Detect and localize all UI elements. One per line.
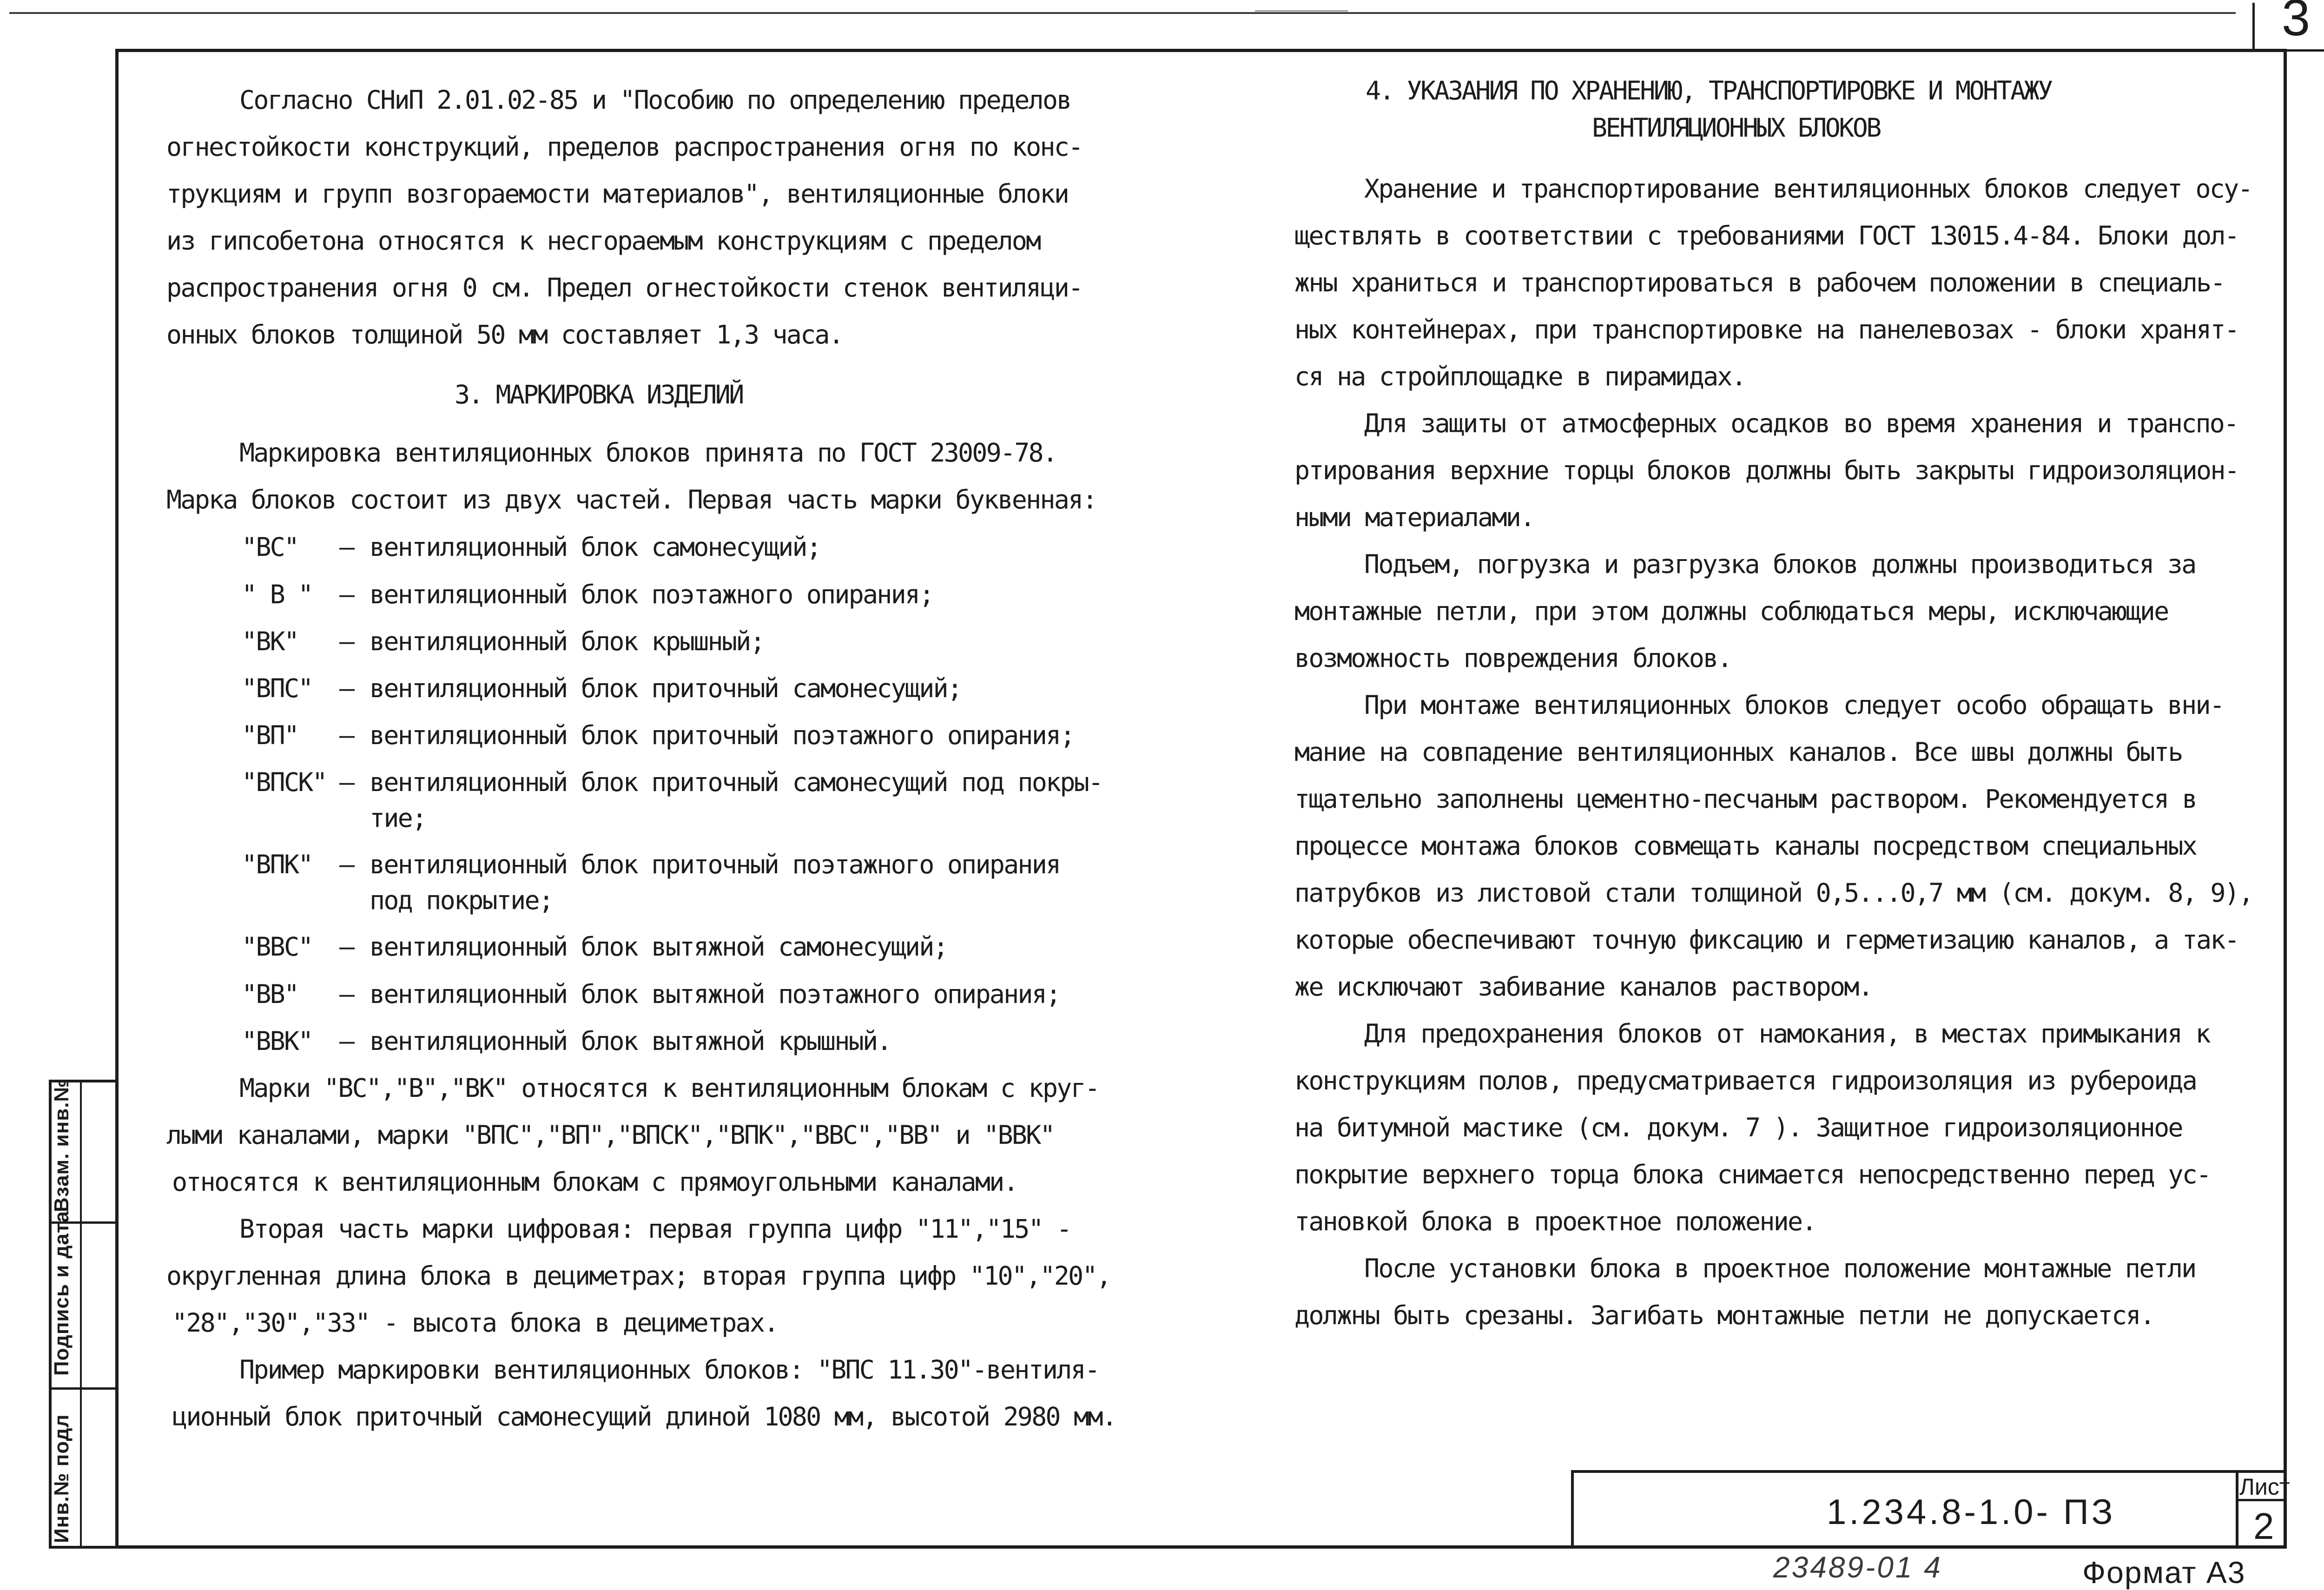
side-strip-divider: [49, 1387, 115, 1390]
mark-dash: –: [339, 627, 355, 656]
closing-text-line: ционный блок приточный самонесущий длиной 1080 мм, высотой 2980 мм.: [172, 1402, 1116, 1432]
body-text-line: патрубков из листовой стали толщиной 0,5...0,7 мм (см. докум. 8, 9),: [1294, 878, 2253, 908]
mark-code: "ВПК": [242, 850, 312, 879]
body-text-line: возможность повреждения блоков.: [1294, 643, 1731, 673]
top-faint-mark: [1255, 10, 1348, 12]
closing-text-line: Вторая часть марки цифровая: первая группа цифр "11","15" -: [239, 1214, 1071, 1244]
body-text-line: Подъем, погрузка и разгрузка блоков должны производиться за: [1364, 549, 2196, 579]
mark-description: вентиляционный блок самонесущий;: [370, 532, 821, 562]
section-4-heading: 4. УКАЗАНИЯ ПО ХРАНЕНИЮ, ТРАНСПОРТИРОВКЕ И МОНТАЖУ: [1366, 76, 2052, 106]
mark-code: "ВПСК": [242, 767, 326, 797]
paper-format: Формат А3: [2082, 1555, 2246, 1590]
marking-text-line: Маркировка вентиляционных блоков принята по ГОСТ 23009-78.: [239, 438, 1057, 468]
mark-description: вентиляционный блок вытяжной крышный.: [370, 1026, 891, 1056]
document-code: 1.234.8-1.0- ПЗ: [1827, 1492, 2116, 1532]
mark-description: вентиляционный блок поэтажного опирания;: [370, 580, 933, 609]
mark-code: "ВК": [242, 627, 298, 656]
closing-text-line: лыми каналами, марки "ВПС","ВП","ВПСК","ВПК","ВВС","ВВ" и "ВВК": [166, 1120, 1054, 1150]
mark-dash: –: [339, 720, 355, 750]
side-strip-label-signature: Подпись и дата: [50, 1211, 73, 1376]
body-text-line: покрытие верхнего торца блока снимается непосредственно перед ус-: [1294, 1160, 2211, 1189]
body-text-line: жны храниться и транспортироваться в рабочем положении в специаль-: [1294, 268, 2225, 297]
mark-description: под покрытие;: [370, 885, 553, 915]
body-text-line: должны быть срезаны. Загибать монтажные петли не допускается.: [1294, 1300, 2154, 1330]
mark-description: тие;: [370, 803, 426, 833]
closing-text-line: Марки "ВС","В","ВК" относятся к вентиляционным блокам с круг-: [239, 1073, 1099, 1103]
body-text-line: мание на совпадение вентиляционных каналов. Все швы должны быть: [1294, 737, 2182, 767]
body-text-line: ртирования верхние торцы блоков должны быть закрыты гидроизоляцион-: [1294, 455, 2238, 485]
mark-description: вентиляционный блок приточный самонесущий под покры-: [370, 767, 1103, 797]
body-text-line: Хранение и транспортирование вентиляционных блоков следует осу-: [1364, 174, 2252, 204]
mark-dash: –: [339, 850, 355, 879]
mark-description: вентиляционный блок приточный поэтажного опирания: [370, 850, 1060, 879]
intro-text-line: распространения огня 0 см. Предел огнестойкости стенок вентиляци-: [166, 273, 1083, 303]
mark-dash: –: [339, 1026, 355, 1056]
intro-text-line: трукциям и групп возгораемости материалов", вентиляционные блоки: [166, 179, 1069, 209]
body-text-line: ся на стройплощадке в пирамидах.: [1294, 362, 1746, 391]
mark-description: вентиляционный блок приточный самонесущий;: [370, 673, 962, 703]
intro-text-line: огнестойкости конструкций, пределов распространения огня по конс-: [166, 132, 1083, 162]
closing-text-line: округленная длина блока в дециметрах; вторая группа цифр "10","20",: [166, 1261, 1110, 1291]
body-text-line: конструкциям полов, предусматривается гидроизоляция из рубероида: [1294, 1066, 2197, 1095]
inventory-number: 23489-01 4: [1773, 1550, 1942, 1584]
mark-description: вентиляционный блок вытяжной самонесущий;: [370, 932, 947, 962]
body-text-line: Для защиты от атмосферных осадков во время хранения и транспо-: [1364, 409, 2238, 438]
mark-dash: –: [339, 580, 355, 609]
top-border-line: [9, 12, 2236, 14]
body-text-line: процессе монтажа блоков совмещать каналы посредством специальных: [1294, 831, 2197, 861]
side-strip-column-line: [80, 1080, 82, 1549]
mark-code: " В ": [242, 580, 312, 609]
body-text-line: монтажные петли, при этом должны соблюдаться меры, исключающие: [1294, 596, 2168, 626]
intro-text-line: Согласно СНиП 2.01.02-85 и "Пособию по определению пределов: [239, 85, 1071, 115]
corner-page-box: [2252, 0, 2324, 52]
body-text-line: ществлять в соответствии с требованиями ГОСТ 13015.4-84. Блоки дол-: [1294, 221, 2238, 251]
side-strip-label-original: Инв.№ подл: [50, 1414, 73, 1543]
mark-code: "ВС": [242, 532, 298, 562]
mark-dash: –: [339, 673, 355, 703]
closing-text-line: относятся к вентиляционным блокам с прямоугольными каналами.: [172, 1167, 1017, 1197]
mark-dash: –: [339, 979, 355, 1009]
marking-text-line: Марка блоков состоит из двух частей. Первая часть марки буквенная:: [166, 485, 1096, 515]
sheet-label: Лист: [2239, 1474, 2290, 1500]
mark-dash: –: [339, 767, 355, 797]
mark-description: вентиляционный блок крышный;: [370, 627, 764, 656]
mark-code: "ВВС": [242, 932, 312, 962]
sheet-number: 2: [2253, 1505, 2274, 1547]
section-3-heading: 3. МАРКИРОВКА ИЗДЕЛИЙ: [455, 380, 743, 409]
body-text-line: тщательно заполнены цементно-песчаным раствором. Рекомендуется в: [1294, 784, 2197, 814]
body-text-line: которые обеспечивают точную фиксацию и герметизацию каналов, а так-: [1294, 925, 2238, 955]
mark-code: "ВВК": [242, 1026, 312, 1056]
mark-dash: –: [339, 532, 355, 562]
body-text-line: Для предохранения блоков от намокания, в местах примыкания к: [1364, 1019, 2210, 1049]
mark-code: "ВВ": [242, 979, 298, 1009]
body-text-line: же исключают забивание каналов раствором.: [1294, 972, 1872, 1002]
body-text-line: тановкой блока в проектное положение.: [1294, 1207, 1816, 1236]
corner-page-number: 3: [2282, 0, 2311, 46]
closing-text-line: Пример маркировки вентиляционных блоков: "ВПС 11.30"-вентиля-: [239, 1355, 1099, 1385]
body-text-line: на битумной мастике (см. докум. 7 ). Защитное гидроизоляционное: [1294, 1113, 2182, 1142]
body-text-line: При монтаже вентиляционных блоков следует особо обращать вни-: [1364, 690, 2224, 720]
intro-text-line: онных блоков толщиной 50 мм составляет 1,3 часа.: [166, 320, 843, 350]
intro-text-line: из гипсобетона относятся к несгораемым конструкциям с пределом: [166, 226, 1040, 256]
mark-dash: –: [339, 932, 355, 962]
side-strip-label-replace: Взам. инв.№: [50, 1078, 73, 1212]
mark-description: вентиляционный блок приточный поэтажного опирания;: [370, 720, 1074, 750]
body-text-line: ных контейнерах, при транспортировке на панелевозах - блоки хранят-: [1294, 315, 2238, 344]
section-4-heading-line2: ВЕНТИЛЯЦИОННЫХ БЛОКОВ: [1592, 113, 1880, 143]
mark-description: вентиляционный блок вытяжной поэтажного опирания;: [370, 979, 1060, 1009]
mark-code: "ВПС": [242, 673, 312, 703]
closing-text-line: "28","30","33" - высота блока в дециметрах.: [172, 1308, 778, 1338]
body-text-line: ными материалами.: [1294, 502, 1534, 532]
body-text-line: После установки блока в проектное положение монтажные петли: [1364, 1254, 2196, 1283]
mark-code: "ВП": [242, 720, 298, 750]
